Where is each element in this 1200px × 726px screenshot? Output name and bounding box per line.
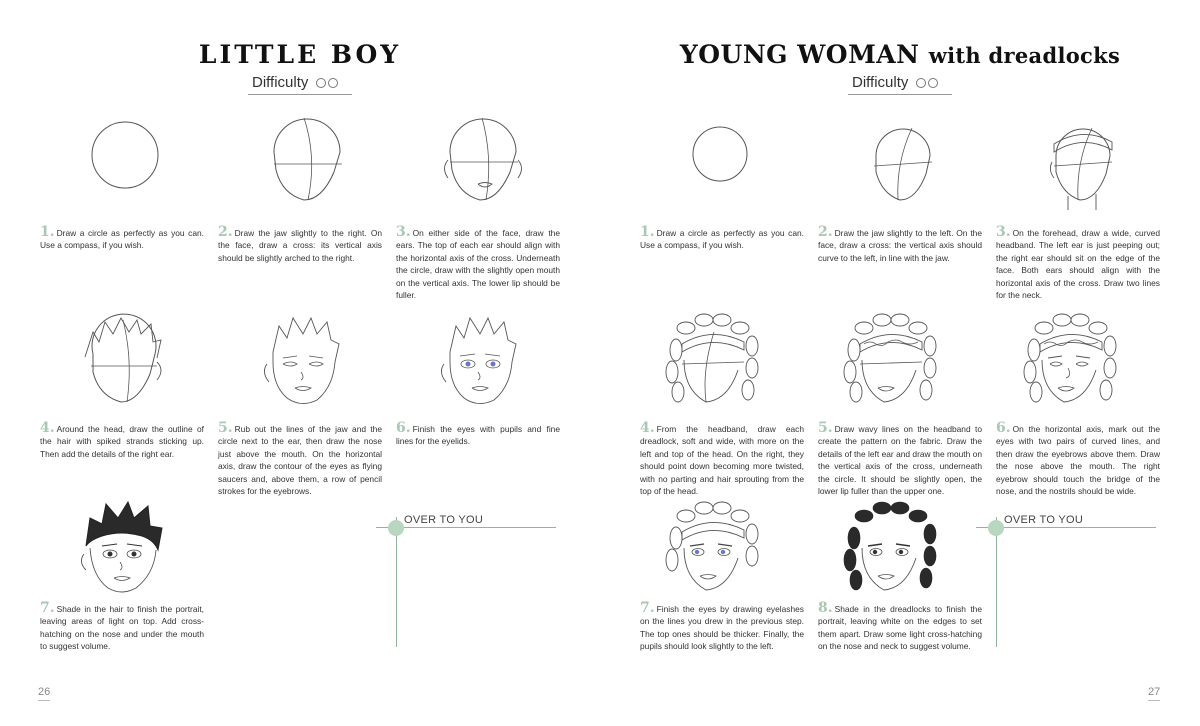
- boy-step-6-sketch: [432, 312, 527, 412]
- over-to-you-box: [376, 514, 556, 647]
- boy-step-2-sketch: [262, 112, 352, 207]
- woman-step-2-sketch: [868, 122, 938, 207]
- woman-step-8-sketch: [840, 498, 940, 598]
- woman-step-6-sketch: [1020, 310, 1120, 415]
- over-to-you-box: [976, 514, 1156, 647]
- step-2-text: 2. Draw the jaw slightly to the right. On the face, draw a cross: its vertical axis should be slightly arched to the right.: [218, 224, 382, 263]
- woman-step-7-sketch: [662, 498, 762, 598]
- boy-step-7-sketch: [72, 500, 172, 600]
- page-title-little-boy: LITTLE BOY: [198, 40, 402, 69]
- step-5-text: 5. Rub out the lines of the jaw and the circle next to the ear, then draw the nose just above the mouth. On the horizontal axis, draw the contour of the eyes as flying saucers and, above them, a row of pencil strokes for the eyebrows.: [218, 420, 382, 497]
- step-4-text: 4. From the headband, draw each dreadlock, soft and wide, with more on the left and top of the head. On the right, they should point down becoming more twisted, with no parting and hair sprouting from the top of the head.: [640, 420, 804, 497]
- right-page: [600, 0, 1200, 726]
- difficulty-label: Difficulty: [252, 74, 309, 91]
- difficulty-rating: [248, 73, 352, 95]
- page-number: 27: [1148, 686, 1160, 701]
- step-4-text: 4. Around the head, draw the outline of the hair with spiked strands sticking up. Then add the details of the right ear.: [40, 420, 204, 459]
- step-2-text: 2. Draw the jaw slightly to the left. On the face, draw a cross: the vertical axis should curve to the left, in line with the jaw.: [818, 224, 982, 263]
- difficulty-rating: [848, 73, 952, 95]
- circle-marker-icon: [988, 520, 1004, 536]
- step-7-text: 7. Finish the eyes by drawing eyelashes on the lines you drew in the previous step. The top ones should be thicker. Finally, the pupils should look slightly to the left.: [640, 600, 804, 652]
- over-to-you-label: OVER TO YOU: [404, 514, 484, 526]
- difficulty-dots-icon: [916, 78, 938, 88]
- circle-marker-icon: [388, 520, 404, 536]
- boy-step-1-sketch: [85, 118, 165, 193]
- difficulty-dots-icon: [316, 78, 338, 88]
- woman-step-4-sketch: [662, 310, 762, 415]
- step-8-text: 8. Shade in the dreadlocks to finish the portrait, leaving white on the edges to set them apart. Draw some light cross-hatching on the nose and neck to suggest volume.: [818, 600, 982, 652]
- step-5-text: 5. Draw wavy lines on the headband to create the pattern on the fabric. Draw the details of the left ear and draw the mouth on the vertical axis of the cross, underneath the circle. It should be slightly open, the lower lip fuller than the upper one.: [818, 420, 982, 497]
- boy-step-3-sketch: [438, 112, 528, 207]
- woman-step-1-sketch: [688, 122, 753, 187]
- step-7-text: 7. Shade in the hair to finish the portrait, leaving areas of light on top. Add cross-hatching on the nose and under the mouth to suggest volume.: [40, 600, 204, 652]
- step-1-text: 1. Draw a circle as perfectly as you can. Use a compass, if you wish.: [640, 224, 804, 251]
- boy-step-5-sketch: [255, 312, 350, 412]
- page-title-young-woman: YOUNG WOMAN with dreadlocks: [679, 40, 1121, 69]
- step-1-text: 1. Draw a circle as perfectly as you can. Use a compass, if you wish.: [40, 224, 204, 251]
- over-to-you-label: OVER TO YOU: [1004, 514, 1084, 526]
- step-3-text: 3. On the forehead, draw a wide, curved headband. The left ear is just peeping out; the right ear should sit on the edge of the face. Both ears should align with the horizontal axis of the cross. Draw two lines for the neck.: [996, 224, 1160, 301]
- step-3-text: 3. On either side of the face, draw the ears. The top of each ear should align with the horizontal axis of the cross. Underneath the circle, draw with the slightly open mouth on the vertical axis. The lower lip should be fuller.: [396, 224, 560, 301]
- page-number: 26: [38, 686, 50, 701]
- step-6-text: 6. On the horizontal axis, mark out the eyes with two pairs of curved lines, and then draw the eyebrows above them. Draw the nose above the mouth. The right eyebrow should touch the bridge of the nose, and the nostrils should be wide.: [996, 420, 1160, 497]
- woman-step-3-sketch: [1048, 122, 1118, 210]
- difficulty-label: Difficulty: [852, 74, 909, 91]
- step-6-text: 6. Finish the eyes with pupils and fine lines for the eyelids.: [396, 420, 560, 447]
- boy-step-4-sketch: [75, 312, 170, 412]
- woman-step-5-sketch: [840, 310, 940, 415]
